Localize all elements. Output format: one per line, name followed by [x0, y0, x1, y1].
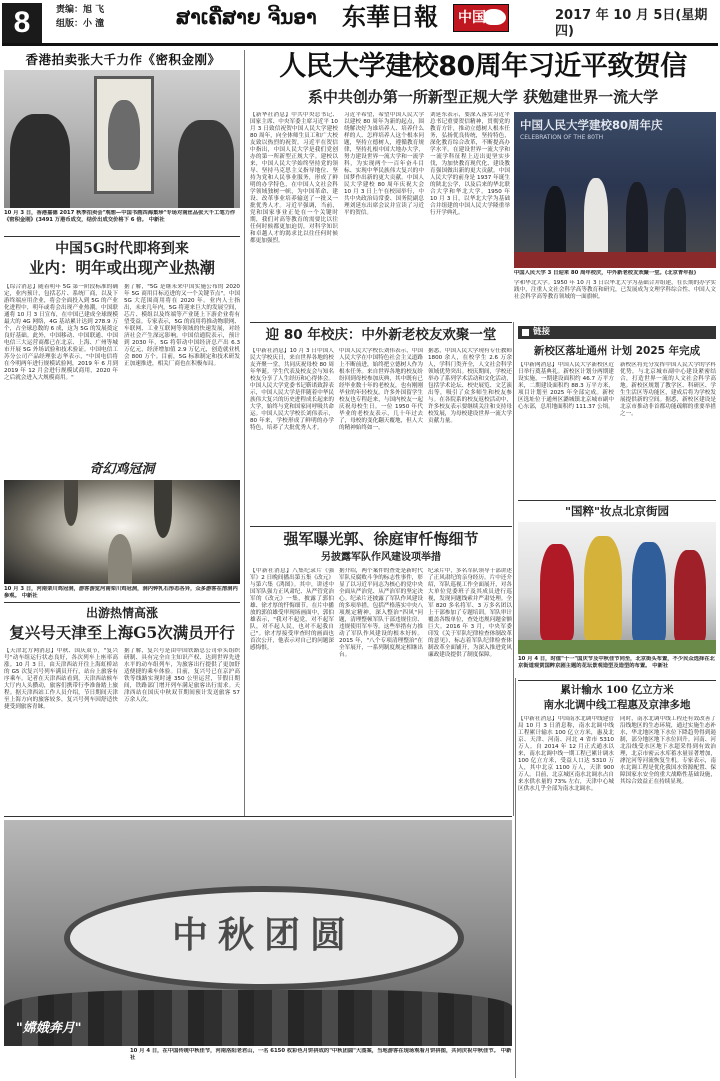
trains-headline: 复兴号天津至上海G5次满员开行: [9, 623, 235, 642]
issue-date: 2017 年 10 月 5日(星期四): [555, 8, 708, 39]
flowerbed: [518, 640, 716, 654]
5g-body-col1: 【综合消息】随着明年 5G 第一阶段标准的确定，业内预计，包括芯片、系统厂商，以及下游终端应用企业，将会全面投入到 5G 的产业化进程中，明年或将会出现产业热潮。中国联通将 10 月 3 日宣布，在中国已建成全球规模最大的 4G 网络，4G 基站累计达到 278.9 万个，占全球总数的 6 成，这为 5G 的发展奠定良好基础。此外，中国移动、中国联通、中国电信三大运营商都已在北京、上海、广州等城市开展 5G 外场试验和技术验证。中国电信工苏分公司产品经理张志华表示，"中国电信将在今明两年进行规模试验网，2019 年 6 月到 2019 年 12 月会进行规模试商用，2020 年之后就会进入大规模商用。": [4, 284, 118, 381]
anniv-body-col2: 中国人民大学校长刘伟表示，中国人民大学在中国特色社会主义道路上不断前进，始终把立德树人作为根本任务。来自世界各地的校友纷纷回到母校参加庆典，其中既有已经毕业数十年的老校友，也有刚刚毕业的年轻校友。许多外国留学生校友也专程赶来，与国内校友一起庆祝母校生日。一位 1950 年代毕业的老校友表示，几十年过去了，母校的变化翻天覆地，但人大的精神始终如一。: [339, 348, 423, 431]
guocui-photo: [518, 522, 716, 654]
opera-figure: [540, 544, 574, 640]
guocui-caption: 10 月 4 日，时值"十一"国庆节及中秋佳节同至，北京街头布置，不少民众选择在北京街道观赏国粹京剧主题的花坛景观造型及造型的布置。 中新社: [518, 656, 715, 669]
painting-headline: 香港拍卖张大千力作《密积金刚》: [25, 52, 221, 67]
stage-floor: [514, 252, 716, 268]
military-body-col2: 据介绍，两个案件的查处是新时代军队反腐败斗争的标志性事件，彰显了以习近平同志为核心的党中央全面从严治党、从严治军的坚定决心。纪录片还披露了军队作风建设的多项举措，包括严格落实中央八项规定精神，深入整治"四风"问题，清理整顿军队干部违规住房、违规使用军车等。这些举措有力推动了军队作风建设的根本好转。2015 年，"八个专项清理整治"在全军展开，一系列制度规定相继出台。: [339, 568, 423, 658]
masthead: [0, 0, 720, 54]
page-number: 8: [2, 3, 42, 43]
water-subhead: 南水北调中线工程惠及京津多地: [543, 699, 691, 711]
lead-body-col1: 【新华社消息】中共中央总书记、国家主席、中央军委主席习近平 10 月 3 日致信祝贺中国人民大学建校 80 周年，向全体师生员工和广大校友致以热烈的祝贺。习近平在贺信中指出，中国人民大学是我们党创办的第一所新型正规大学。建校以来，中国人民大学始终坚持党的领导、坚持马克思主义指导地位、坚持为党和人民事业服务，形成了鲜明的办学特色，在中国人文社会科学领域独树一帜，为中国革命、建设、改革事业培养输送了一批又一批优秀人才。习近平强调，当前，党和国家事业正处在一个关键时期，我们对高等教育的需要比以往任何时候都更加迫切，对科学知识和卓越人才的渴求比以往任何时候都更加强烈。: [250, 112, 338, 244]
column-divider: [515, 678, 516, 1078]
5g-subhead: 业内：明年或出现产业热潮: [28, 259, 215, 277]
lead-body-col3: 刘延东表示，要深入落实习近平总书记重要贺信精神，贯彻党的教育方针，推动立德树人根本任务，弘扬优良传统，坚持特色，深化教育综合改革，不断提高办学水平。在建设世界一流大学和一流学科征程上迈出更坚实步伐，为加快教育现代化、建设教育强国做出新的更大贡献。中国人民大学的前身是 1937 年诞生的陕北公学，以及后来的华北联合大学和华北大学。1950 年 10 月 3 日，以华北大学为基础合并组建的中国人民大学隆重举行开学典礼。: [430, 112, 510, 216]
person-silhouette: [178, 120, 234, 208]
section-badge-label: 中国: [458, 10, 486, 26]
painting-caption: 10 月 3 日，香港嘉德 2017 秋季拍卖会"观想—中国书画四海集珍"专场对南丝品张大千工笔力作《密积金刚》(3491 万港币成交，结价出成交价格下 6 倍。 中新社: [4, 210, 236, 223]
anniv-headline: 迎 80 年校庆：中外新老校友欢聚一堂: [265, 327, 497, 343]
painting-photo: [4, 70, 240, 208]
stalagmite: [108, 534, 132, 584]
military-headline: 强军曝光郭、徐庭审忏悔细节: [283, 530, 479, 548]
divider: [4, 602, 240, 603]
lead-body-col2: 习近平希望，希望中国人民大学以建校 80 周年为新的起点，围绕解决好为谁培养人、培养什么样的人、怎样培养人这个根本问题，坚持立德树人，遵循教育规律，坚持扎根中国大地办大学，努力建设世界一流大学和一流学科，为实现两个一百年奋斗目标、实现中华民族伟大复兴的中国梦作出新的更大贡献。中国人民大学建校 80 周年庆祝大会 10 月 3 日上午在校园举行，中共中央政治局常委、国务院副总理刘延东出席会议并宣读了习近平的贺信。: [344, 112, 424, 216]
mooncake-photo: [4, 820, 512, 1046]
lead-caption-body: 学和华北大学。1950 年 10 月 3 日以华北大学为基础合并组建，在长期的办学实践中，注重人文社会科学高等教育和研究，已发展成为文理学科综合性、中国人文社会科学高等教育领域的一面旗帜。: [514, 280, 716, 300]
editor-credit: 责编：旭 飞: [56, 5, 105, 15]
link-bar: [518, 326, 716, 339]
divider: [250, 526, 512, 527]
guocui-headline: "国粹"妆点北京街园: [565, 504, 669, 518]
divider: [518, 680, 716, 681]
divider: [4, 236, 240, 237]
trains-body-col2: 据了解，复兴号是由中国铁路总公司牵头组织研制、具有完全自主知识产权、达到世界先进水平的动车组列车，为旅客出行提供了更加舒适便捷的乘车体验。目前，复兴号已在京沪高铁等线路实现时速 350 公里运营，节假日期间，铁路部门增开列车满足旅客出行需求。天津西站在国庆中秋双节期间预计发送旅客 57 万余人次。: [124, 648, 240, 703]
square-bullet-icon: [522, 329, 529, 336]
opera-figure: [584, 536, 622, 642]
lead-photo: [514, 112, 716, 268]
photo-banner-en: CELEBRATION OF THE 80TH: [520, 134, 604, 141]
military-subhead: 另披露军队作风建设项举措: [321, 552, 441, 563]
lead-headline: 人民大学建校80周年习近平致贺信: [279, 51, 687, 82]
stage-figure: [584, 178, 608, 256]
5g-headline: 中国5G时代即将到来: [55, 241, 189, 257]
opera-figure: [632, 542, 666, 642]
mooncake-caption: 10 月 4 日，在中国传统中秋佳节，河南洛阳老君山，一名 6150 枚彩色月饼拼成的"中秋团圆"大图案，当地游客在现场观看月饼拼图，共同庆祝中秋佳节。 中新社: [130, 1048, 512, 1061]
divider: [4, 816, 512, 817]
anniv-body-col1: 【中新社消息】10 月 3 日中国人民大学校庆日，来自世界各地的校友齐聚一堂，共同庆祝母校 80 周年华诞。学生代表及校友会与知名校友分享了人生经历和心得体会。中国人民大学党委书记靳诺致辞表示，中国人民大学是伴随着中华民族伟大复兴的历史进程成长起来的大学，始终与党和国家同呼吸共命运。中国人民大学校长刘伟表示，80 年来，学校形成了鲜明的办学特色，培养了大批优秀人才。: [250, 348, 334, 431]
trains-kicker: 出游热情高涨: [85, 606, 158, 620]
opera-figure: [674, 550, 706, 642]
water-body-col1: 【中新社消息】中国南水北调中线建管局 10 月 3 日消息称，南水北调中线工程累计输水 100 亿立方米，惠及北京、天津、河南、河北 4 省市 5310 万人。自 2014 年 12 月正式通水以来，南水北调中线一期工程已累计调水 100 亿立方米，受益人口达 5310 万人，其中北京 1100 万人，天津 900 万人。目前，北京城区南水北调水占自来水供水量的 73% 左右，天津中心城区供水几乎全部为南水北调水。: [518, 716, 614, 792]
person-silhouette: [10, 114, 70, 208]
military-body-col3: 纪录片中，多名军队领导干部讲述了正风肃纪的亲身经历。片中还介绍，军队巡视工作全面展开，对各大单位党委班子及其成员进行巡视，发现问题线索并严肃处理。全军 820 多名将军、3 万多名团以上干部参加了专题培训。军队审计覆盖各级单位，查处违规问题金额巨大。2016 年 3 月，中央军委印发《关于军队纪律检查体制改革的意见》，标志着军队纪律检查体制改革全面铺开，为深入推进党风廉政建设提供了制度保障。: [428, 568, 512, 658]
masthead-rule: [2, 43, 718, 46]
photo-banner-text: 中国人民大学建校80周年庆: [520, 118, 663, 132]
section-badge: [453, 4, 509, 32]
trains-body-col1: 【天津北方网消息】中秋、国庆双节，"复兴号"动车组运行状态良好，各次列车上座率高涨。10 月 3 日，由天津西站开往上海虹桥站的 G5 次复兴号列车满员开行，站台上旅客有序乘车。记者在天津西站看到，天津西站候车大厅内人头攒动，旅客们携带行李准备踏上旅程。据天津西站工作人员介绍，节日期间天津至上海方向的旅客较多，复兴号列车因舒适快捷受到旅客青睐。: [4, 648, 118, 710]
lao-title: ສາເຄື່ສາຍ ຈີນອາ: [176, 5, 317, 29]
divider: [518, 500, 716, 501]
district-body-col2: 新校区将充分发挥中国人民大学的学科优势，与北京城市副中心建设紧密结合，打造世界一流的人文社会科学高地。新校区规划了教学区、科研区、学生生活区等功能区，建成后将为学校发展提供新的空间。据悉，新校区建设是北京市推动非首都功能疏解的重要举措之一。: [620, 362, 716, 417]
cave-photo: [4, 480, 240, 584]
calligraphy-label: "嫦娥奔月": [16, 1021, 82, 1036]
district-headline: 新校区落址通州 计划 2025 年完成: [533, 345, 701, 357]
lead-subhead: 系中共创办第一所新型正规大学 获勉建世界一流大学: [307, 88, 659, 106]
paper-title: 东華日報: [342, 2, 438, 31]
painting-figure: [108, 100, 140, 170]
column-divider: [513, 322, 514, 816]
mooncake-banner: 中秋团圆: [171, 915, 356, 956]
stage-figure: [664, 188, 686, 256]
stage-figure: [544, 186, 566, 256]
5g-body-col2: 据了解，"5G 是继未来中国实施公布的 2020 年 5G 商用目标迈进的又一个关键节点"，中国 5G 大范围商用将在 2020 年。业内人士指出，未来几年内，5G 将迎来巨大的发展空间，芯片、模组以及终端等产业链上下游企业将有望受益。专家表示，5G 的商用将推动物联网、车联网、工业互联网等领域的快速发展，对经济社会产生深远影响。中国信通院表示，预计到 2030 年，5G 将带动中国经济总产出 6.3 万亿元，经济增加值 2.9 万亿元，创造就业机会 800 万个。目前，5G 标准制定和技术研发正加速推进，相关厂商也在积极布局。: [124, 284, 240, 367]
designer-credit: 组版：小 潼: [56, 19, 105, 29]
link-label: 链接: [533, 327, 551, 337]
stalactite: [64, 480, 78, 526]
divider: [250, 322, 512, 323]
cave-headline: 奇幻鸡冠洞: [89, 462, 155, 477]
military-body-col1: 【中新社消息】八集纪录片《强军》2 日晚间播出第五集《改元》与第六集《鸿图》。其中，讲述中国军队强力正风肃纪、从严管党治军的《改元》一集，披露了郭伯雄、徐才厚的忏悔细节。在片中播放的郭伯雄受审现场画面中，郭伯雄表示，"我对不起党，对不起军队，对不起人民，也对不起我自己"。徐才厚接受审查时的画面也首次公开，他表示对自己的问题深感悔恨。: [250, 568, 334, 651]
water-headline: 累计输水 100 亿立方米: [560, 684, 674, 696]
water-body-col2: 同时，南水北调中线工程还有效改善了沿线地区的生态环境，通过实施生态补水，华北地区地下水位下降趋势得到遏制，部分地区地下水位回升。河南、河北沿线受水区地下水超采得到有效治理，北京市密云水库蓄水量显著增加，滹沱河等河流恢复生机。专家表示，南水北调工程是优化我国水资源配置、保障国家水安全的重大战略性基础设施，其综合效益正在持续显现。: [620, 716, 716, 785]
cave-caption: 10 月 3 日，河南栾川鸡冠洞，游客游览河南栾川鸡冠洞，洞内钟乳石形态各异，众多游客在溶洞内参观。 中新社: [4, 586, 238, 599]
column-divider: [244, 50, 245, 816]
china-map-icon: [484, 9, 506, 25]
lead-photo-caption: 中国人民大学 3 日迎来 80 周年校庆，中外新老校友欢聚一堂。(北京青年报): [514, 270, 697, 276]
stage-figure: [626, 182, 648, 256]
district-body-col1: 【中新网消息】中国人民大学新校区近日举行奠基典礼。新校区计划分两期建设实施，一期建设面积约 46.7 万平方米，二期建设面积约 88.3 万平方米，项目计划至 2025 年全部完成。新校区选址位于通州区潞城镇北京城市副中心东部，总用地面积约 111.37 公顷。: [518, 362, 614, 410]
anniv-body-col3: 据悉，中国人民大学现有专任教师 1800 余人，在校学生 2.6 万余人，学科门类齐全，人文社会科学领域优势突出。校庆期间，学校还举办了系列学术活动和文化活动，包括学术论坛、校史展览、文艺演出等，吸引了众多师生和校友参与。在各院系的校友返校活动中，许多校友表示要继续关注和支持母校发展，为母校建设世界一流大学贡献力量。: [428, 348, 512, 424]
stalactite: [154, 480, 172, 538]
